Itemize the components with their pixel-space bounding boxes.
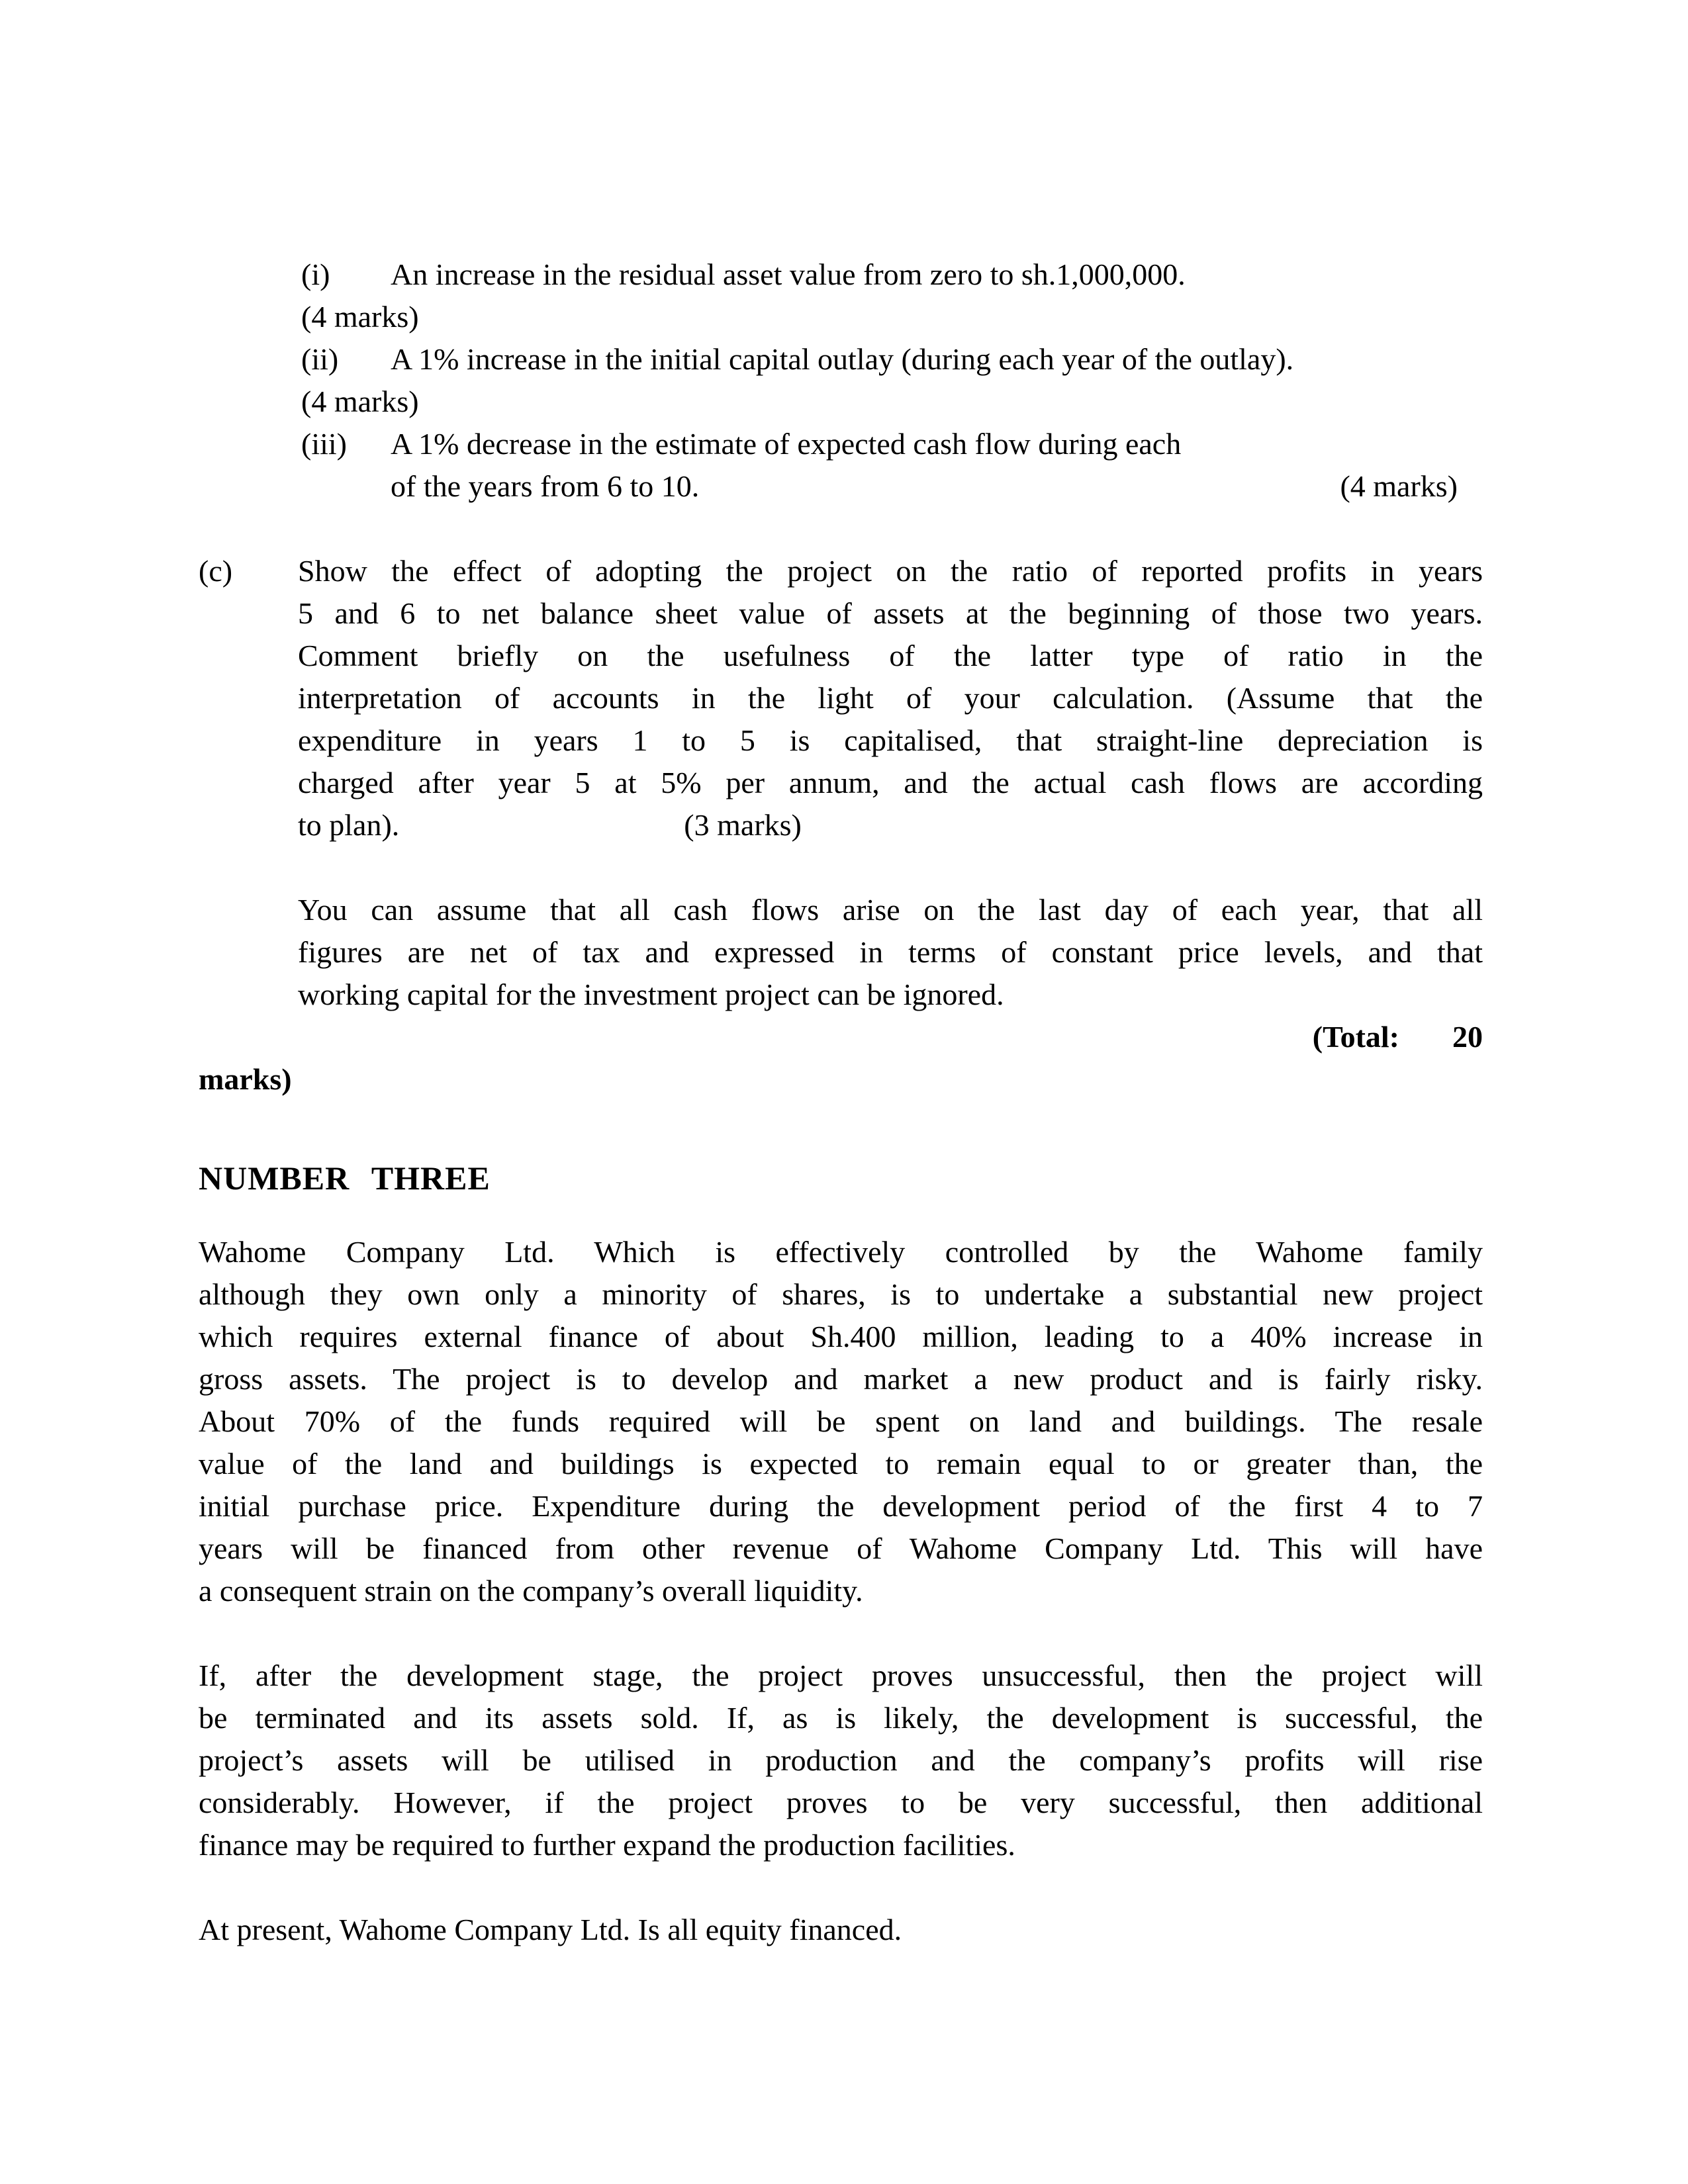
list-item	[199, 253, 1483, 296]
total-label: (Total:	[1312, 1020, 1399, 1054]
paragraph-line: working capital for the investment project can be ignored.	[298, 978, 1004, 1011]
paragraph-line: 5 and 6 to net balance sheet value of assets at the beginning of those two years.	[298, 596, 1483, 630]
blank-line	[199, 1612, 1483, 1655]
page-content	[199, 253, 1483, 1951]
paragraph-last-line	[298, 804, 1483, 846]
marks-label: (4 marks)	[301, 300, 419, 334]
blank-line	[199, 1866, 1483, 1909]
paragraph-line: interpretation of accounts in the light of your calculation. (Assume that the	[298, 681, 1483, 715]
assumption-note	[199, 889, 1483, 1016]
paragraph-one	[199, 1231, 1483, 1612]
total-marks-continuation: marks)	[199, 1062, 292, 1096]
closing-line: At present, Wahome Company Ltd. Is all equity financed.	[199, 1913, 902, 1946]
paragraph-line: figures are net of tax and expressed in terms of constant price levels, and that	[298, 935, 1483, 969]
section-c	[199, 550, 1483, 846]
paragraph-line: expenditure in years 1 to 5 is capitalised, that straight-line depreciation is	[298, 723, 1483, 757]
list-item	[199, 423, 1483, 465]
paragraph-line: About 70% of the funds required will be spent on land and buildings. The resale	[199, 1404, 1483, 1438]
list-item-text: An increase in the residual asset value from zero to sh.1,000,000.	[391, 257, 1186, 291]
marks-label: (3 marks)	[684, 808, 802, 842]
paragraph-line: If, after the development stage, the project proves unsuccessful, then the project will	[199, 1659, 1483, 1692]
paragraph-line: considerably. However, if the project proves to be very successful, then additional	[199, 1786, 1483, 1819]
paragraph-line: charged after year 5 at 5% per annum, and the actual cash flows are according	[298, 766, 1483, 799]
blank-line	[199, 846, 1483, 889]
paragraph-line: finance may be required to further expand the production facilities.	[199, 1828, 1015, 1862]
paragraph-line: a consequent strain on the company’s overall liquidity.	[199, 1574, 863, 1608]
paragraph-line: initial purchase price. Expenditure during the development period of the first 4 to 7	[199, 1489, 1483, 1523]
list-item	[199, 338, 1483, 381]
paragraph-line: Comment briefly on the usefulness of the latter type of ratio in the	[298, 639, 1483, 672]
paragraph-line: Show the effect of adopting the project on the ratio of reported profits in years	[298, 554, 1483, 588]
list-item-marker: (i)	[301, 257, 330, 291]
paragraph-line: project’s assets will be utilised in production and the company’s profits will rise	[199, 1743, 1483, 1777]
paragraph-two	[199, 1655, 1483, 1866]
paragraph-line: which requires external finance of about Sh.400 million, leading to a 40% increase in	[199, 1320, 1483, 1353]
section-marker: (c)	[199, 554, 233, 588]
paragraph-line: to plan).	[298, 808, 400, 842]
total-marks-row	[199, 1016, 1483, 1058]
paragraph-line: value of the land and buildings is expected to remain equal to or greater than, the	[199, 1447, 1483, 1480]
paragraph-line: Wahome Company Ltd. Which is effectively controlled by the Wahome family	[199, 1235, 1483, 1269]
list-item-text: of the years from 6 to 10.	[391, 469, 700, 503]
list-item-text: A 1% decrease in the estimate of expected cash flow during each	[391, 427, 1182, 461]
marks-label: (4 marks)	[301, 385, 419, 418]
list-item-continuation	[199, 465, 1483, 508]
list-item-text: A 1% increase in the initial capital outlay (during each year of the outlay).	[391, 342, 1294, 376]
paragraph-line: You can assume that all cash flows arise on the last day of each year, that all	[298, 893, 1483, 927]
marks-label: (4 marks)	[1340, 469, 1458, 503]
paragraph-line: be terminated and its assets sold. If, as is likely, the development is successful, the	[199, 1701, 1483, 1735]
page-title: NUMBER THREE	[199, 1160, 491, 1197]
list-item-marker: (iii)	[301, 427, 347, 461]
paragraph-line: although they own only a minority of shares, is to undertake a substantial new project	[199, 1277, 1483, 1311]
paragraph-line: years will be financed from other revenue of Wahome Company Ltd. This will have	[199, 1531, 1483, 1565]
total-value: 20	[1452, 1020, 1483, 1054]
paragraph-line: gross assets. The project is to develop and market a new product and is fairly risky.	[199, 1362, 1483, 1396]
blank-line	[199, 508, 1483, 550]
list-item-marker: (ii)	[301, 342, 339, 376]
